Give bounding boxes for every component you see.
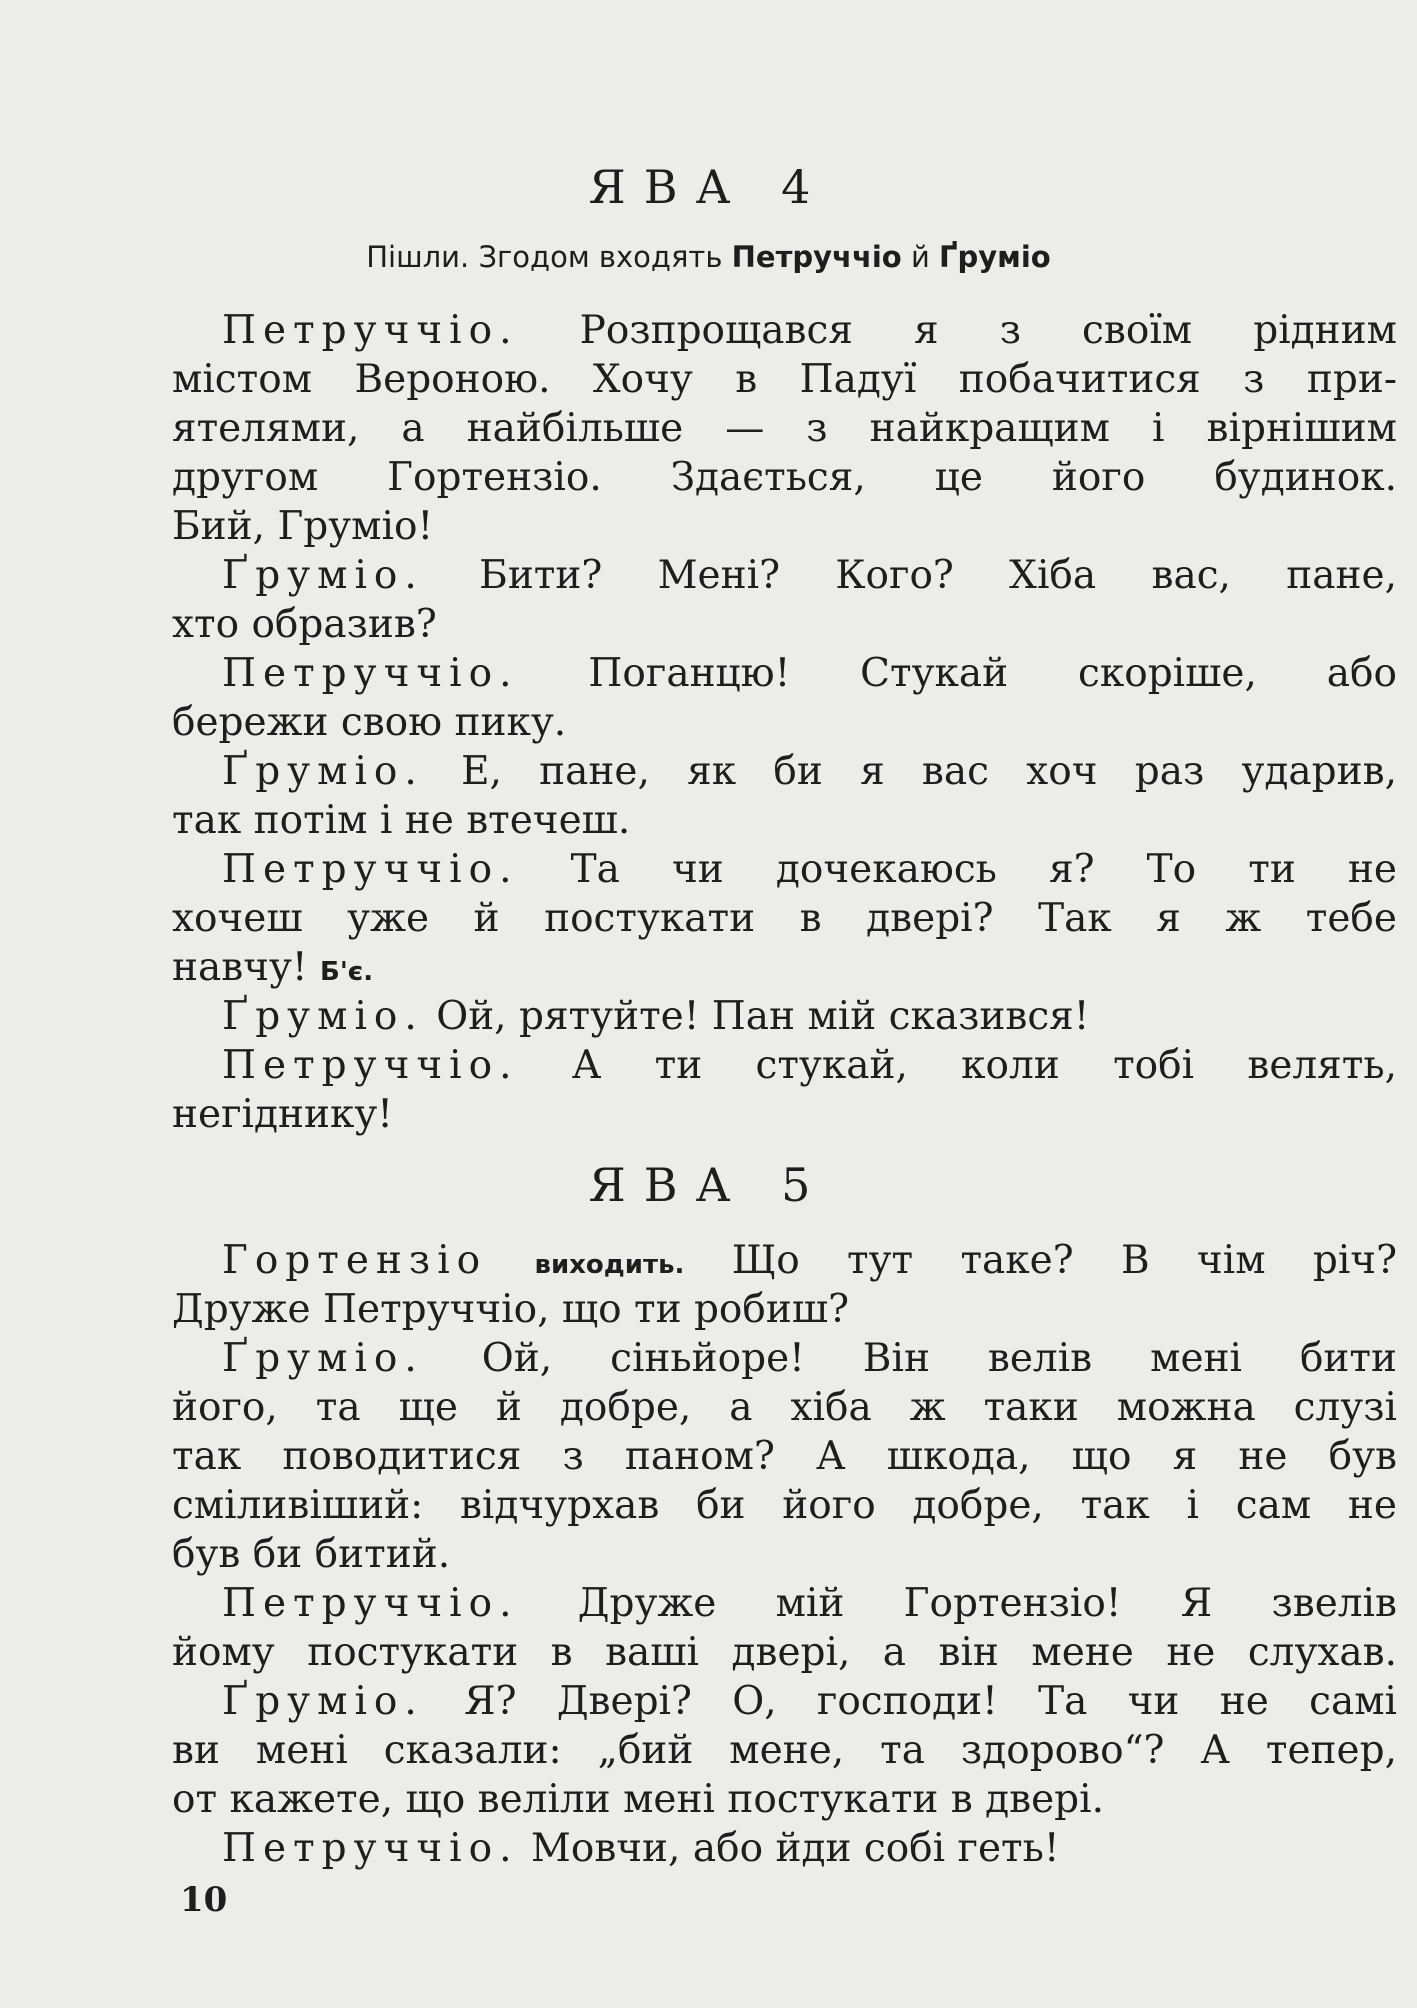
speaker-name: Ґруміо. <box>222 553 424 598</box>
dialogue-line: другом Гортензіо. Здається, це його будинок. <box>172 455 1397 500</box>
dialogue-line: сміливіший: відчурхав би його добре, так і сам не <box>172 1483 1397 1528</box>
dialogue-line <box>172 845 1397 894</box>
line-text: Ой, сіньйоре! Він велів мені бити <box>481 1336 1397 1381</box>
line-text: А ти стукай, коли тобі велять, <box>571 1043 1397 1088</box>
dialogue-line: містом Вероною. Хочу в Падуї побачитися з при- <box>172 357 1397 402</box>
speaker-name: Петруччіо. <box>222 1826 519 1871</box>
dialogue-line: Друже Петруччіо, що ти робиш? <box>172 1287 850 1332</box>
direction-text: Пішли. Згодом входять <box>366 240 723 274</box>
dialogue-line <box>172 551 1397 600</box>
character-name: Петруччіо <box>731 240 902 274</box>
dialogue-line: бережи свою пику. <box>172 700 567 745</box>
speaker-name: Ґруміо. <box>222 1336 424 1381</box>
speaker-name: Ґруміо. <box>222 994 424 1039</box>
dialogue-line <box>172 992 1397 1041</box>
dialogue-line <box>172 1236 1397 1285</box>
dialogue-line <box>172 747 1397 796</box>
dialogue-line <box>172 1041 1397 1090</box>
speaker-name: Ґруміо. <box>222 1679 424 1724</box>
dialogue-line: йому постукати в ваші двері, а він мене не слухав. <box>172 1630 1397 1675</box>
line-text: Що тут таке? В чім річ? <box>731 1238 1397 1283</box>
dialogue-line <box>172 1824 1397 1873</box>
dialogue-line: був би битий. <box>172 1532 451 1577</box>
dialogue-line: так потім і не втечеш. <box>172 798 631 843</box>
speaker-name: Петруччіо. <box>222 1581 519 1626</box>
scene-4-dialogue <box>172 306 1397 1139</box>
dialogue-line: ятелями, а найбільше — з найкращим і вірнішим <box>172 406 1397 451</box>
speaker-name: Петруччіо. <box>222 651 519 696</box>
scene-5-dialogue <box>172 1236 1397 1873</box>
dialogue-line: хочеш уже й постукати в двері? Так я ж тебе <box>172 896 1397 941</box>
direction-conjunction: й <box>910 240 930 274</box>
line-text: Мовчи, або йди собі геть! <box>530 1826 1060 1871</box>
dialogue-line <box>172 1334 1397 1383</box>
line-text: Я? Двері? О, господи! Та чи не самі <box>464 1679 1397 1724</box>
dialogue-line <box>172 1579 1397 1628</box>
dialogue-line: Бий, Груміо! <box>172 504 434 549</box>
line-text: Е, пане, як би я вас хоч раз ударив, <box>461 749 1397 794</box>
character-name: Ґруміо <box>939 240 1051 274</box>
dialogue-line: ви мені сказали: „бий мене, та здорово“? А тепер, <box>172 1728 1397 1773</box>
dialogue-line: от кажете, що веліли мені постукати в двері. <box>172 1777 1105 1822</box>
dialogue-line <box>172 1677 1397 1726</box>
line-text: Друже мій Гортензіо! Я звелів <box>577 1581 1397 1626</box>
scene-4-stage-direction <box>0 240 1417 274</box>
dialogue-line: його, та ще й добре, а хіба ж таки можна слузі <box>172 1385 1397 1430</box>
speaker-name: Петруччіо. <box>222 1043 519 1088</box>
line-text: Бити? Мені? Кого? Хіба вас, пане, <box>479 553 1397 598</box>
speaker-name: Петруччіо. <box>222 308 519 353</box>
line-text: навчу! <box>172 945 308 990</box>
scene-4-title: ЯВА 4 <box>588 160 829 214</box>
dialogue-line: негіднику! <box>172 1092 393 1137</box>
line-text: Ой, рятуйте! Пан мій сказився! <box>436 994 1090 1039</box>
line-text: Розпрощався я з своїм рідним <box>579 308 1397 353</box>
page-number: 10 <box>180 1880 228 1920</box>
dialogue-line <box>172 943 1397 992</box>
dialogue-line: хто образив? <box>172 602 437 647</box>
line-text: Поганцю! Стукай скоріше, або <box>588 651 1397 696</box>
dialogue-line: так поводитися з паном? А шкода, що я не був <box>172 1434 1397 1479</box>
scene-5-title: ЯВА 5 <box>588 1158 829 1212</box>
speaker-name: Ґруміо. <box>222 749 424 794</box>
dialogue-line <box>172 306 1397 355</box>
line-text: Та чи дочекаюсь я? То ти не <box>570 847 1397 892</box>
speaker-name: Петруччіо. <box>222 847 519 892</box>
stage-direction-inline: Б'є. <box>320 957 374 987</box>
stage-direction-inline: виходить. <box>534 1250 685 1280</box>
dialogue-line <box>172 649 1397 698</box>
speaker-name: Гортензіо <box>222 1238 488 1283</box>
